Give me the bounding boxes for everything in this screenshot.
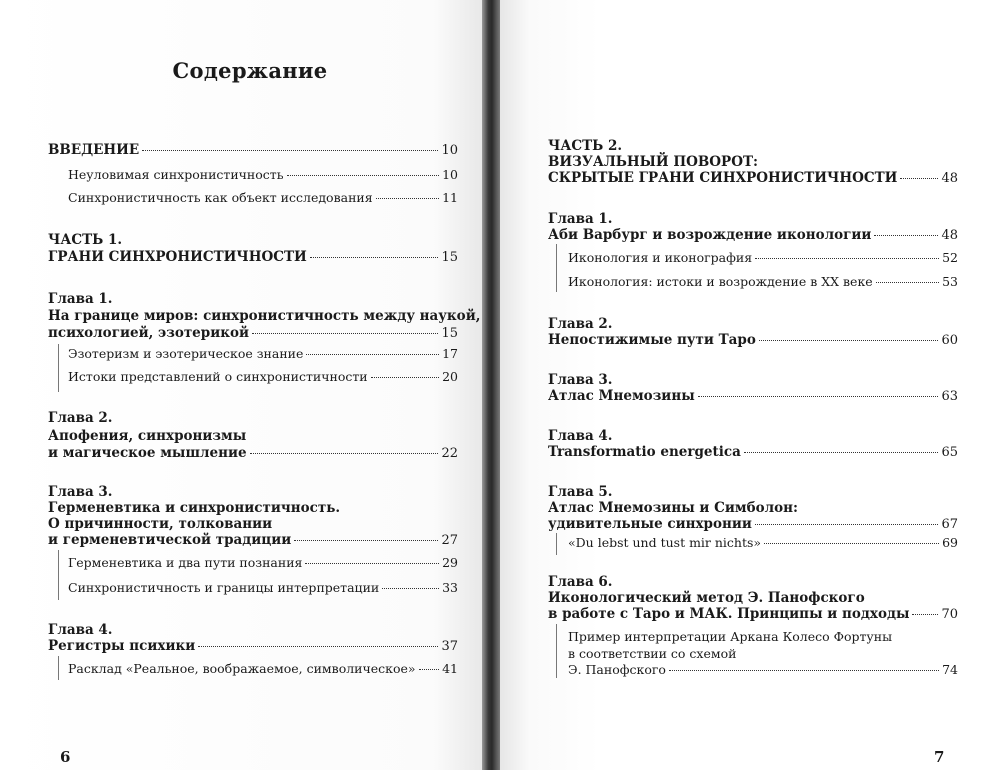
dot-leader [900,178,938,179]
toc-entry-label: Эзотеризм и эзотерическое знание [68,346,304,361]
dot-leader [759,340,939,341]
page-number-right: 7 [934,748,945,766]
toc-entry[interactable] [568,274,958,289]
toc-entry[interactable] [568,250,958,265]
toc-entry-label: Атлас Мнемозины [548,388,695,404]
toc-entry-line: Атлас Мнемозины и Симболон: [548,500,799,516]
toc-entry[interactable] [68,580,458,595]
toc-page-number: 69 [942,535,958,550]
toc-entry-chapter[interactable] [548,516,958,532]
toc-entry-label: и магическое мышление [48,445,247,461]
dot-leader [669,670,939,671]
dot-leader [305,563,439,564]
toc-page-number: 74 [942,662,958,677]
toc-entry-chapter[interactable] [48,638,458,654]
toc-entry-label: удивительные синхронии [548,516,752,532]
toc-page-number: 53 [942,274,958,289]
chapter-heading: Глава 2. [48,410,113,426]
dot-leader [252,333,438,334]
toc-entry-chapter[interactable] [48,532,458,548]
toc-entry-line: Иконологический метод Э. Панофского [548,590,865,606]
toc-entry-part[interactable] [548,170,958,186]
chapter-heading: Глава 5. [548,484,613,500]
toc-page-number: 10 [441,143,458,158]
toc-page-number: 63 [941,389,958,404]
chapter-heading: Глава 1. [548,211,613,227]
toc-entry[interactable] [68,167,458,182]
toc-entry-line: ВИЗУАЛЬНЫЙ ПОВОРОТ: [548,154,758,170]
toc-page-number: 27 [441,533,458,548]
toc-page-number: 11 [442,190,458,205]
toc-entry-label: Регистры психики [48,638,196,654]
toc-page-number: 70 [941,607,958,622]
page-title: Содержание [172,58,328,83]
section-rule [556,244,557,292]
toc-page-number: 65 [941,445,958,460]
toc-entry-chapter[interactable] [548,388,958,404]
toc-entry-label: Иконология: истоки и возрождение в XX веке [568,274,873,289]
dot-leader [371,377,439,378]
toc-page-number: 17 [442,346,458,361]
toc-entry-label: Э. Панофского [568,662,666,677]
toc-entry-label: ВВЕДЕНИЕ [48,142,140,158]
toc-entry-chapter[interactable] [548,606,958,622]
toc-entry-label: Расклад «Реальное, воображаемое, символическое» [68,661,416,676]
toc-entry-label: и герменевтической традиции [48,532,292,548]
toc-entry[interactable] [68,369,458,384]
section-rule [58,344,59,392]
toc-entry-chapter[interactable] [548,227,958,243]
toc-entry[interactable] [68,555,458,570]
chapter-heading: Глава 3. [548,372,613,388]
dot-leader [287,175,440,176]
dot-leader [376,198,439,199]
toc-entry-label: Синхронистичность как объект исследования [68,190,373,205]
toc-entry-line: в соответствии со схемой [568,646,737,661]
toc-entry-line: Апофения, синхронизмы [48,428,247,444]
chapter-heading: Глава 2. [548,316,613,332]
part-heading: ЧАСТЬ 2. [548,138,623,154]
toc-page-number: 10 [442,167,458,182]
toc-page-number: 41 [442,661,458,676]
dot-leader [250,453,439,454]
toc-entry-label: ГРАНИ СИНХРОНИСТИЧНОСТИ [48,249,307,265]
dot-leader [142,150,438,151]
toc-entry-label: Истоки представлений о синхронистичности [68,369,368,384]
toc-entry-label: Иконология и иконография [568,250,753,265]
dot-leader [755,258,939,259]
toc-entry-line: На границе миров: синхронистичность между наукой, [48,308,481,324]
toc-entry-introduction[interactable] [48,142,458,158]
dot-leader [382,588,439,589]
toc-entry-line: Пример интерпретации Аркана Колесо Фортуны [568,629,893,644]
toc-entry-line: О причинности, толковании [48,516,273,532]
toc-entry-line: Герменевтика и синхронистичность. [48,500,341,516]
dot-leader [755,524,939,525]
chapter-heading: Глава 6. [548,574,613,590]
page-number-left: 6 [60,748,71,766]
toc-entry-part[interactable] [48,249,458,265]
book-gutter [482,0,500,770]
toc-entry-label: психологией, эзотерикой [48,325,249,341]
toc-entry-label: Аби Варбург и возрождение иконологии [548,227,872,243]
dot-leader [294,540,438,541]
toc-entry-chapter[interactable] [548,444,958,460]
toc-page-number: 67 [941,517,958,532]
toc-entry-label: Неуловимая синхронистичность [68,167,284,182]
section-rule [556,624,557,678]
part-heading: ЧАСТЬ 1. [48,232,123,248]
toc-entry-label: Непостижимые пути Таро [548,332,756,348]
dot-leader [912,614,938,615]
dot-leader [744,452,939,453]
toc-entry-label: «Du lebst und tust mir nichts» [568,535,762,550]
dot-leader [306,354,439,355]
toc-page-number: 52 [942,250,958,265]
toc-page-number: 29 [442,555,458,570]
toc-entry-chapter[interactable] [548,332,958,348]
section-rule [58,656,59,680]
chapter-heading: Глава 4. [548,428,613,444]
toc-entry-chapter[interactable] [48,325,458,341]
dot-leader [764,543,939,544]
dot-leader [876,282,939,283]
chapter-heading: Глава 3. [48,484,113,500]
toc-entry-label: СКРЫТЫЕ ГРАНИ СИНХРОНИСТИЧНОСТИ [548,170,898,186]
toc-entry-label: Герменевтика и два пути познания [68,555,303,570]
toc-entry-chapter[interactable] [48,445,458,461]
toc-entry[interactable] [568,535,958,550]
chapter-heading: Глава 1. [48,291,113,307]
section-rule [58,550,59,600]
chapter-heading: Глава 4. [48,622,113,638]
toc-page-number: 37 [441,639,458,654]
dot-leader [198,646,438,647]
toc-page-number: 20 [442,369,458,384]
left-page [0,0,482,770]
toc-entry[interactable] [68,346,458,361]
toc-page-number: 48 [941,171,958,186]
toc-entry-label: Синхронистичность и границы интерпретации [68,580,380,595]
toc-entry[interactable] [68,190,458,205]
toc-page-number: 15 [441,250,458,265]
toc-entry[interactable] [68,661,458,676]
dot-leader [310,257,439,258]
toc-page-number: 22 [441,446,458,461]
dot-leader [874,235,938,236]
dot-leader [419,669,440,670]
toc-entry-label: в работе с Таро и МАК. Принципы и подходы [548,606,910,622]
toc-page-number: 60 [941,333,958,348]
toc-entry[interactable] [568,662,958,677]
dot-leader [698,396,939,397]
toc-page-number: 15 [441,326,458,341]
section-rule [556,533,557,555]
toc-page-number: 33 [442,580,458,595]
toc-entry-label: Transformatio energetica [548,444,741,460]
toc-page-number: 48 [941,228,958,243]
